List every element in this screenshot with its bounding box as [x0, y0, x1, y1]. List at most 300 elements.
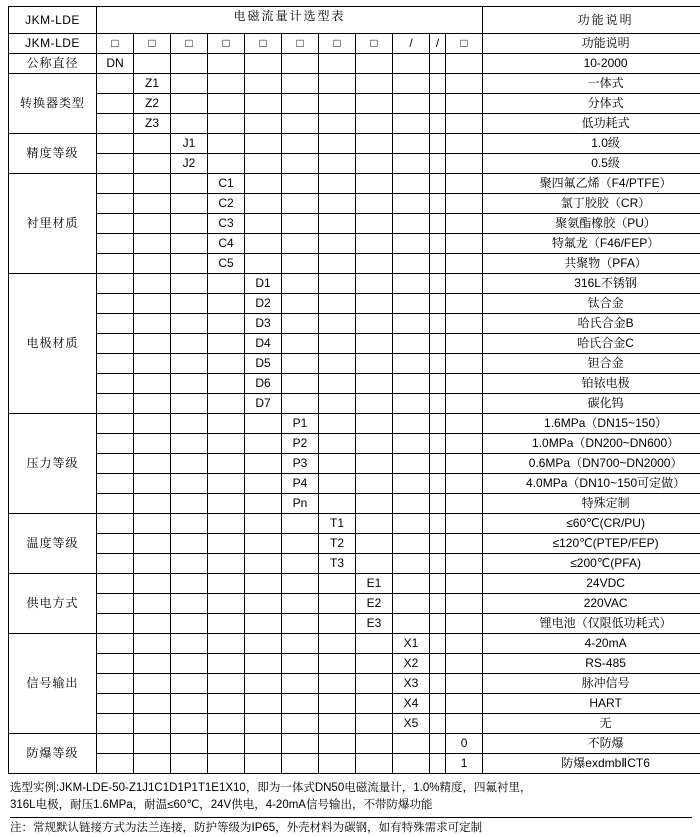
blank	[208, 534, 245, 554]
blank	[319, 594, 356, 614]
row-label-nominal-diameter: 公称直径	[9, 54, 97, 74]
blank	[446, 634, 483, 654]
blank	[171, 394, 208, 414]
blank	[446, 154, 483, 174]
blank	[245, 614, 282, 634]
desc-d3: 哈氏合金B	[483, 314, 700, 334]
blank	[171, 214, 208, 234]
blank	[134, 494, 171, 514]
blank	[446, 54, 483, 74]
blank	[134, 514, 171, 534]
blank	[430, 534, 446, 554]
desc-d1: 316L不锈钢	[483, 274, 700, 294]
blank	[393, 314, 430, 334]
blank	[245, 514, 282, 534]
blank	[97, 614, 134, 634]
desc-c2: 氯丁胶胶（CR）	[483, 194, 700, 214]
blank	[430, 634, 446, 654]
blank	[134, 174, 171, 194]
blank	[171, 634, 208, 654]
blank	[97, 474, 134, 494]
blank	[356, 54, 393, 74]
blank	[393, 374, 430, 394]
blank	[245, 654, 282, 674]
blank	[134, 454, 171, 474]
blank	[393, 214, 430, 234]
blank	[393, 194, 430, 214]
blank	[134, 374, 171, 394]
blank	[430, 94, 446, 114]
blank	[319, 334, 356, 354]
table-row	[9, 714, 700, 734]
blank	[430, 374, 446, 394]
blank	[134, 674, 171, 694]
table-row	[9, 234, 700, 254]
blank	[393, 174, 430, 194]
blank	[134, 534, 171, 554]
blank	[446, 554, 483, 574]
blank	[430, 714, 446, 734]
blank	[393, 334, 430, 354]
table-row	[9, 54, 700, 74]
blank	[393, 514, 430, 534]
box-symbol-10: □	[446, 34, 483, 54]
blank	[319, 474, 356, 494]
blank	[97, 714, 134, 734]
code-d3: D3	[245, 314, 282, 334]
table-row	[9, 634, 700, 654]
blank	[319, 414, 356, 434]
blank	[171, 374, 208, 394]
desc-p3: 0.6MPa（DN700~DN2000）	[483, 454, 700, 474]
blank	[393, 494, 430, 514]
blank	[171, 454, 208, 474]
blank	[282, 534, 319, 554]
blank	[282, 174, 319, 194]
code-p1: P1	[282, 414, 319, 434]
blank	[356, 234, 393, 254]
code-x5: X5	[393, 714, 430, 734]
blank	[282, 374, 319, 394]
blank	[97, 534, 134, 554]
desc-p4: 4.0MPa（DN10~150可定做）	[483, 474, 700, 494]
blank	[171, 474, 208, 494]
blank	[356, 354, 393, 374]
blank	[319, 734, 356, 754]
blank	[208, 274, 245, 294]
blank	[356, 334, 393, 354]
desc-nominal-diameter: 10-2000	[483, 54, 700, 74]
blank	[171, 574, 208, 594]
blank	[208, 294, 245, 314]
blank	[282, 254, 319, 274]
table-row	[9, 754, 700, 774]
code-pn: Pn	[282, 494, 319, 514]
blank	[245, 254, 282, 274]
blank	[245, 714, 282, 734]
table-row	[9, 554, 700, 574]
code-d5: D5	[245, 354, 282, 374]
code-c5: C5	[208, 254, 245, 274]
blank	[171, 94, 208, 114]
blank	[245, 454, 282, 474]
row-label-converter-type: 转换器类型	[9, 74, 97, 134]
blank	[97, 334, 134, 354]
blank	[97, 694, 134, 714]
blank	[208, 314, 245, 334]
blank	[97, 574, 134, 594]
code-p3: P3	[282, 454, 319, 474]
blank	[356, 714, 393, 734]
blank	[282, 594, 319, 614]
blank	[282, 574, 319, 594]
blank	[319, 754, 356, 774]
blank	[282, 514, 319, 534]
blank	[393, 54, 430, 74]
blank	[446, 354, 483, 374]
code-z2: Z2	[134, 94, 171, 114]
blank	[134, 654, 171, 674]
blank	[356, 674, 393, 694]
blank	[356, 454, 393, 474]
blank	[134, 554, 171, 574]
blank	[430, 394, 446, 414]
blank	[97, 554, 134, 574]
blank	[446, 394, 483, 414]
blank	[356, 114, 393, 134]
selection-example-line1: 选型实例:JKM-LDE-50-Z1J1C1D1P1T1E1X10，即为一体式DN50电磁流量计，1.0%精度，四氟衬里，	[10, 780, 692, 797]
blank	[430, 154, 446, 174]
blank	[319, 454, 356, 474]
blank	[356, 254, 393, 274]
blank	[208, 574, 245, 594]
blank	[134, 54, 171, 74]
desc-x2: RS-485	[483, 654, 700, 674]
blank	[171, 434, 208, 454]
blank	[171, 234, 208, 254]
desc-c1: 聚四氟乙烯（F4/PTFE）	[483, 174, 700, 194]
blank	[208, 334, 245, 354]
blank	[319, 254, 356, 274]
blank	[97, 354, 134, 374]
code-t2: T2	[319, 534, 356, 554]
blank	[134, 694, 171, 714]
desc-ex0: 不防爆	[483, 734, 700, 754]
desc-z2: 分体式	[483, 94, 700, 114]
blank	[134, 754, 171, 774]
blank	[245, 174, 282, 194]
blank	[393, 294, 430, 314]
blank	[446, 674, 483, 694]
table-row	[9, 114, 700, 134]
blank	[208, 634, 245, 654]
blank	[245, 494, 282, 514]
blank	[430, 214, 446, 234]
table-row	[9, 734, 700, 754]
blank	[171, 494, 208, 514]
desc-x5: 无	[483, 714, 700, 734]
blank	[97, 514, 134, 534]
blank	[446, 234, 483, 254]
blank	[393, 594, 430, 614]
blank	[393, 234, 430, 254]
blank	[208, 594, 245, 614]
blank	[97, 394, 134, 414]
blank	[282, 74, 319, 94]
blank	[134, 334, 171, 354]
table-row	[9, 614, 700, 634]
blank	[134, 414, 171, 434]
blank	[446, 694, 483, 714]
blank	[319, 94, 356, 114]
blank	[319, 434, 356, 454]
blank	[356, 74, 393, 94]
blank	[446, 254, 483, 274]
blank	[356, 634, 393, 654]
code-d4: D4	[245, 334, 282, 354]
blank	[446, 334, 483, 354]
blank	[245, 594, 282, 614]
blank	[97, 654, 134, 674]
row-label-power-supply: 供电方式	[9, 574, 97, 634]
code-z3: Z3	[134, 114, 171, 134]
blank	[319, 574, 356, 594]
table-row	[9, 314, 700, 334]
blank	[282, 674, 319, 694]
blank	[319, 234, 356, 254]
desc-d6: 铂铱电极	[483, 374, 700, 394]
blank	[282, 554, 319, 574]
blank	[134, 274, 171, 294]
blank	[319, 694, 356, 714]
desc-c5: 共聚物（PFA）	[483, 254, 700, 274]
blank	[446, 454, 483, 474]
blank	[282, 54, 319, 74]
blank	[245, 554, 282, 574]
blank	[393, 574, 430, 594]
blank	[97, 494, 134, 514]
blank	[208, 94, 245, 114]
table-row	[9, 674, 700, 694]
blank	[97, 314, 134, 334]
table-row	[9, 594, 700, 614]
selection-table	[8, 6, 700, 774]
blank	[208, 154, 245, 174]
blank	[356, 694, 393, 714]
blank	[171, 734, 208, 754]
blank	[282, 114, 319, 134]
desc-c4: 特氟龙（F46/FEP）	[483, 234, 700, 254]
blank	[282, 134, 319, 154]
blank	[393, 114, 430, 134]
blank	[97, 154, 134, 174]
blank	[208, 54, 245, 74]
table-title-cell	[97, 7, 483, 34]
blank	[430, 274, 446, 294]
table-row	[9, 94, 700, 114]
blank	[430, 494, 446, 514]
blank	[393, 254, 430, 274]
blank	[356, 414, 393, 434]
blank	[97, 434, 134, 454]
blank	[208, 494, 245, 514]
code-p2: P2	[282, 434, 319, 454]
blank	[97, 754, 134, 774]
blank	[134, 714, 171, 734]
blank	[208, 474, 245, 494]
blank	[97, 734, 134, 754]
blank	[171, 174, 208, 194]
blank	[171, 674, 208, 694]
blank	[446, 614, 483, 634]
blank	[430, 334, 446, 354]
blank	[208, 554, 245, 574]
table-title-text: 电磁流量计选型表	[234, 9, 346, 23]
blank	[245, 114, 282, 134]
blank	[282, 94, 319, 114]
blank	[245, 474, 282, 494]
table-row	[9, 474, 700, 494]
blank	[282, 274, 319, 294]
blank	[446, 494, 483, 514]
function-desc-header: 功能说明	[483, 7, 700, 34]
blank	[208, 374, 245, 394]
blank	[134, 234, 171, 254]
blank	[356, 534, 393, 554]
blank	[134, 594, 171, 614]
desc-z3: 低功耗式	[483, 114, 700, 134]
blank	[319, 714, 356, 734]
blank	[134, 154, 171, 174]
blank	[208, 74, 245, 94]
table-row	[9, 514, 700, 534]
blank	[356, 274, 393, 294]
blank	[393, 134, 430, 154]
table-row	[9, 694, 700, 714]
blank	[97, 374, 134, 394]
row-label-electrode-material: 电极材质	[9, 274, 97, 414]
row-label-pressure-class: 压力等级	[9, 414, 97, 514]
blank	[245, 694, 282, 714]
blank	[430, 614, 446, 634]
blank	[356, 154, 393, 174]
blank	[208, 714, 245, 734]
blank	[97, 194, 134, 214]
blank	[208, 754, 245, 774]
blank	[245, 154, 282, 174]
blank	[245, 134, 282, 154]
desc-p2: 1.0MPa（DN200~DN600）	[483, 434, 700, 454]
desc-d7: 碳化钨	[483, 394, 700, 414]
code-d1: D1	[245, 274, 282, 294]
blank	[319, 354, 356, 374]
blank	[171, 254, 208, 274]
code-e3: E3	[356, 614, 393, 634]
blank	[446, 274, 483, 294]
blank	[446, 294, 483, 314]
blank	[430, 574, 446, 594]
blank	[430, 474, 446, 494]
blank	[319, 74, 356, 94]
blank	[282, 334, 319, 354]
blank	[356, 474, 393, 494]
blank	[430, 74, 446, 94]
blank	[171, 754, 208, 774]
code-x3: X3	[393, 674, 430, 694]
blank	[356, 734, 393, 754]
blank	[446, 74, 483, 94]
table-row	[9, 334, 700, 354]
code-e1: E1	[356, 574, 393, 594]
blank	[446, 134, 483, 154]
code-d6: D6	[245, 374, 282, 394]
blank	[446, 594, 483, 614]
blank	[356, 214, 393, 234]
blank	[134, 394, 171, 414]
blank	[97, 254, 134, 274]
row-label-temperature-class: 温度等级	[9, 514, 97, 574]
box-symbol-row	[9, 34, 700, 54]
blank	[97, 454, 134, 474]
row-label-accuracy-class: 精度等级	[9, 134, 97, 174]
blank	[393, 734, 430, 754]
table-row	[9, 374, 700, 394]
table-row	[9, 134, 700, 154]
blank	[97, 134, 134, 154]
blank	[430, 234, 446, 254]
desc-e2: 220VAC	[483, 594, 700, 614]
blank	[446, 174, 483, 194]
general-note-line: 注：常规默认链接方式为法兰连接，防护等级为IP65，外壳材料为碳钢，如有特殊需求可定制	[10, 817, 692, 837]
blank	[282, 154, 319, 174]
blank	[245, 94, 282, 114]
blank	[208, 614, 245, 634]
function-desc-header-2: 功能说明	[483, 34, 700, 54]
blank	[319, 154, 356, 174]
blank	[356, 434, 393, 454]
blank	[319, 674, 356, 694]
blank	[356, 294, 393, 314]
code-ex0: 0	[446, 734, 483, 754]
blank	[245, 674, 282, 694]
code-j1: J1	[171, 134, 208, 154]
blank	[319, 174, 356, 194]
blank	[319, 314, 356, 334]
blank	[134, 314, 171, 334]
blank	[171, 694, 208, 714]
blank	[171, 714, 208, 734]
blank	[282, 614, 319, 634]
blank	[393, 554, 430, 574]
blank	[171, 294, 208, 314]
blank	[171, 614, 208, 634]
blank	[208, 354, 245, 374]
blank	[356, 554, 393, 574]
blank	[282, 354, 319, 374]
blank	[393, 414, 430, 434]
table-row	[9, 154, 700, 174]
blank	[430, 674, 446, 694]
blank	[446, 194, 483, 214]
blank	[282, 294, 319, 314]
desc-e1: 24VDC	[483, 574, 700, 594]
blank	[97, 414, 134, 434]
blank	[171, 514, 208, 534]
code-x2: X2	[393, 654, 430, 674]
blank	[430, 294, 446, 314]
blank	[446, 714, 483, 734]
desc-d4: 哈氏合金C	[483, 334, 700, 354]
